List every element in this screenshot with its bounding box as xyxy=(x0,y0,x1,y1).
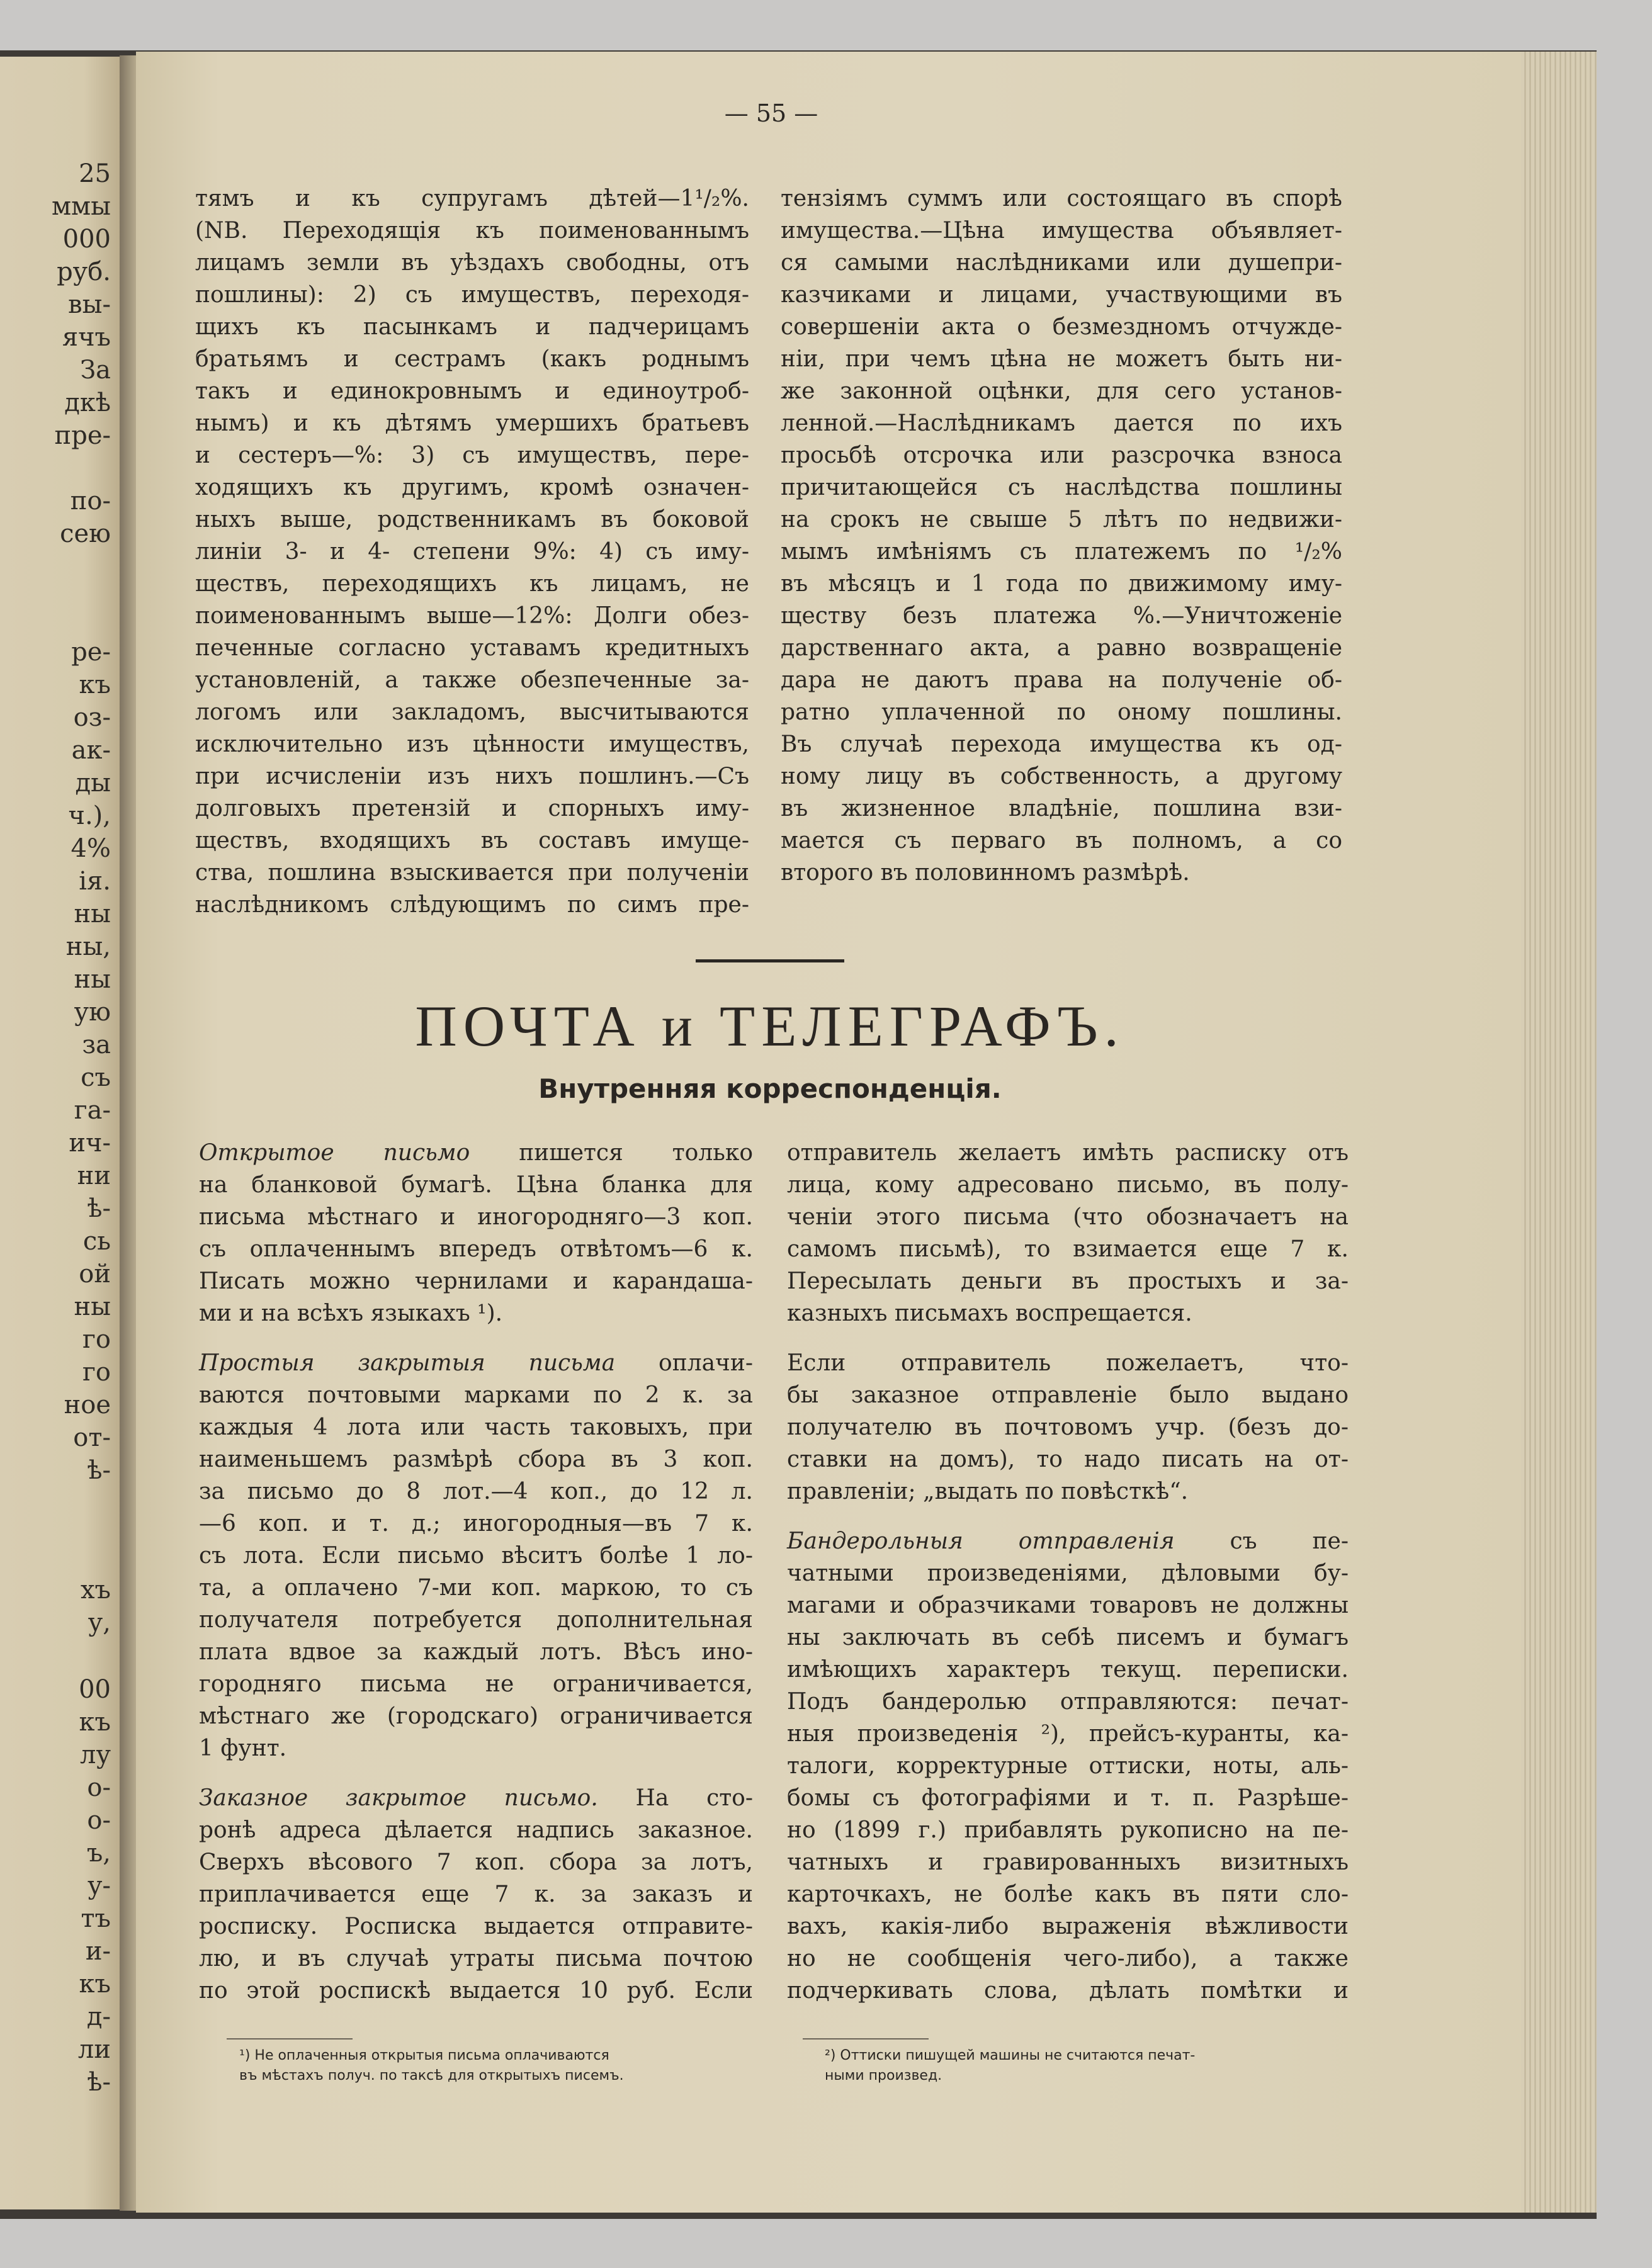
footnote-line: ²) Оттиски пишущей машины не считаются печат- xyxy=(825,2048,1196,2063)
text-line: бомы съ фотографіями и т. п. Разрѣше- xyxy=(787,1785,1349,1811)
text-line: Если отправитель пожелаетъ, что- xyxy=(787,1350,1349,1376)
left-page-text-fragment: за xyxy=(82,1030,111,1059)
left-page-text-fragment: д- xyxy=(86,2002,111,2031)
text-line: печенные согласно уставамъ кредитныхъ xyxy=(195,635,749,661)
left-page-text-fragment: тъ xyxy=(81,1904,111,1933)
bottom-left-column xyxy=(199,1137,753,2007)
left-page-text-fragment: ре- xyxy=(71,638,111,667)
left-page-text-fragment: къ xyxy=(79,1970,111,1999)
text-line: линіи 3- и 4- степени 9%: 4) съ иму- xyxy=(195,539,749,565)
left-page-text-fragment: о- xyxy=(87,1773,111,1802)
text-line: но (1899 г.) прибавлять рукописно на пе- xyxy=(787,1817,1349,1843)
text-line: Пересылать деньги въ простыхъ и за- xyxy=(787,1268,1349,1294)
left-page-edge xyxy=(0,57,120,2209)
left-page-text-fragment: и- xyxy=(85,1937,111,1966)
section-title: ПОЧТА и ТЕЛЕГРАФЪ. xyxy=(415,994,1125,1058)
text-line: долговыхъ претензій и спорныхъ иму- xyxy=(195,796,749,821)
text-line: причитающейся съ наслѣдства пошлины xyxy=(781,475,1342,500)
text-line: приплачивается еще 7 к. за заказъ и xyxy=(199,1882,753,1907)
left-page-text-fragment: ѣ- xyxy=(87,1456,111,1485)
text-line: ся самыми наслѣдниками или душепри- xyxy=(781,250,1342,276)
footnote-line: ¹) Не оплаченныя открытыя письма оплачиваются xyxy=(239,2048,609,2063)
left-page-text-fragment: 25 xyxy=(79,159,111,188)
top-left-column xyxy=(195,183,749,921)
text-line: щихъ къ пасынкамъ и падчерицамъ xyxy=(195,314,749,340)
left-page-text-fragment: ъ, xyxy=(86,1839,111,1868)
text-line: съ оплаченнымъ впередъ отвѣтомъ—6 к. xyxy=(199,1236,753,1262)
text-line: мымъ имѣніямъ съ платежемъ по ¹/₂% xyxy=(781,539,1342,565)
footnote-line: ными произвед. xyxy=(825,2068,942,2084)
text-line: ми и на всѣхъ языкахъ ¹). xyxy=(199,1300,503,1326)
term-open-letter: Открытое письмо xyxy=(199,1140,470,1166)
left-page-text-fragment: 00 xyxy=(79,1675,111,1704)
text-line: съ лота. Если письмо вѣситъ болѣе 1 ло- xyxy=(199,1543,753,1569)
left-page-text-fragment: оз- xyxy=(73,703,111,732)
bottom-right-column xyxy=(787,1137,1349,2007)
text-line: имѣющихъ характеръ текущ. переписки. xyxy=(787,1657,1349,1683)
left-page-text-fragment: ую xyxy=(74,998,111,1027)
left-page-text-fragment: ич- xyxy=(69,1129,111,1158)
left-page-text-fragment: ія. xyxy=(79,867,111,896)
text-line: самомъ письмѣ), то взимается еще 7 к. xyxy=(787,1236,1349,1262)
text-line: ратно уплаченной по оному пошлины. xyxy=(781,699,1342,725)
left-page-text-fragment: о- xyxy=(87,1806,111,1835)
left-page-text-fragment: у- xyxy=(87,1871,111,1900)
left-page-text-fragment: ч.), xyxy=(68,801,111,830)
text-line: ществъ, входящихъ въ составъ имуще- xyxy=(195,828,749,854)
section-divider xyxy=(696,959,844,962)
left-page-text-fragment: руб. xyxy=(57,257,111,286)
page-number: — 55 — xyxy=(724,99,818,127)
left-page-text-fragment: от- xyxy=(73,1423,111,1452)
text-line: установленій, а также обезпеченные за- xyxy=(195,667,749,693)
text-line: наименьшемъ размѣрѣ сбора въ 3 коп. xyxy=(199,1447,753,1472)
left-page-text-fragment: ни xyxy=(77,1161,111,1190)
text-line: ныя произведенія ²), прейсъ-куранты, ка- xyxy=(787,1721,1349,1747)
left-page-text-fragment: ное xyxy=(64,1391,111,1419)
left-page-text-fragment: ѣ- xyxy=(87,2068,111,2097)
text-line: братьямъ и сестрамъ (какъ роднымъ xyxy=(195,346,749,372)
text-line: ронѣ адреса дѣлается надпись заказное. xyxy=(199,1817,753,1843)
text-line: карточкахъ, не болѣе какъ въ пяти сло- xyxy=(787,1882,1349,1907)
text-line: —6 коп. и т. д.; иногородныя—въ 7 к. xyxy=(199,1511,753,1537)
text-line: Сверхъ вѣсового 7 коп. сбора за лотъ, xyxy=(199,1849,753,1875)
text-line: и сестеръ—%: 3) съ имуществъ, пере- xyxy=(195,443,749,468)
text-line: имущества.—Цѣна имущества объявляет- xyxy=(781,218,1342,244)
text-line: наслѣдникомъ слѣдующимъ по симъ пре- xyxy=(195,892,749,918)
text-line: Подъ бандеролью отправляются: печат- xyxy=(787,1689,1349,1715)
text-line: лица, кому адресовано письмо, въ полу- xyxy=(787,1172,1349,1198)
book-gutter xyxy=(120,55,136,2211)
text-line: получателю въ почтовомъ учр. (безъ до- xyxy=(787,1414,1349,1440)
text-line: получателя потребуется дополнительная xyxy=(199,1607,753,1633)
left-page-text-fragment: 4% xyxy=(71,834,111,863)
text-line: но не сообщенія чего-либо), а также xyxy=(787,1946,1349,1972)
text-line: тямъ и къ супругамъ дѣтей—1¹/₂%. xyxy=(195,186,749,212)
text-line: Писать можно чернилами и карандаша- xyxy=(199,1268,753,1294)
section-subtitle: Внутренняя корреспонденція. xyxy=(538,1073,1002,1104)
text-line: на бланковой бумагѣ. Цѣна бланка для xyxy=(199,1172,753,1198)
left-page-text-fragment: къ xyxy=(79,670,111,699)
text-line: вахъ, какія-либо выраженія вѣжливости xyxy=(787,1914,1349,1939)
paragraph-open-letter-first xyxy=(199,1137,753,1169)
paragraph-text: На сто- xyxy=(597,1785,753,1811)
footnote-line: въ мѣстахъ получ. по таксѣ для открытыхъ писемъ. xyxy=(239,2068,624,2084)
left-page-text-fragment: сь xyxy=(82,1227,111,1256)
text-line: ществъ, переходящихъ къ лицамъ, не xyxy=(195,571,749,597)
left-page-text-fragment: ммы xyxy=(51,192,111,221)
text-line: такъ и единокровнымъ и единоутроб- xyxy=(195,378,749,404)
text-line: ному лицу въ собственность, а другому xyxy=(781,764,1342,789)
left-page-text-fragment: За xyxy=(80,356,111,385)
text-line: ществу безъ платежа %.—Уничтоженіе xyxy=(781,603,1342,629)
page-edges xyxy=(1521,52,1597,2213)
left-page-text-fragment: ой xyxy=(79,1260,111,1289)
left-page-text-fragment: вы- xyxy=(68,290,111,319)
text-line: подчеркивать слова, дѣлать помѣтки и xyxy=(787,1978,1349,2004)
paragraph-simple-letters-first xyxy=(199,1347,753,1379)
text-line: логомъ или закладомъ, высчитываются xyxy=(195,699,749,725)
text-line: исключительно изъ цѣнности имуществъ, xyxy=(195,731,749,757)
text-line: городняго письма не ограничивается, xyxy=(199,1671,753,1697)
text-line: письма мѣстнаго и иногородняго—3 коп. xyxy=(199,1204,753,1230)
term-registered-letter: Заказное закрытое письмо. xyxy=(199,1785,598,1811)
paragraph-text: пишется только xyxy=(470,1140,753,1166)
left-page-text-fragment: ны, xyxy=(65,932,111,961)
text-line: дара не даютъ права на полученіе об- xyxy=(781,667,1342,693)
top-right-column xyxy=(781,183,1342,889)
term-simple-letters: Простыя закрытыя письма xyxy=(199,1350,616,1376)
left-page-text-fragment: съ xyxy=(81,1063,111,1092)
text-line: Въ случаѣ перехода имущества къ од- xyxy=(781,731,1342,757)
term-bandrol: Бандерольныя отправленія xyxy=(787,1528,1175,1554)
text-line: ченіи этого письма (что обозначаетъ на xyxy=(787,1204,1349,1230)
text-line: росписку. Росписка выдается отправите- xyxy=(199,1914,753,1939)
left-page-text-fragment: у, xyxy=(88,1608,111,1637)
text-line: чатныхъ и гравированныхъ визитныхъ xyxy=(787,1849,1349,1875)
text-line: лю, и въ случаѣ утраты письма почтою xyxy=(199,1946,753,1972)
left-page-text-fragment: ли xyxy=(77,2035,111,2064)
left-page-text-fragment: пре- xyxy=(54,421,111,450)
left-page-text-fragment: ны xyxy=(74,965,111,994)
text-line: ны заключать въ себѣ писемъ и бумагъ xyxy=(787,1625,1349,1650)
left-page-text-fragment: го xyxy=(82,1325,111,1354)
text-line: талоги, корректурные оттиски, ноты, аль- xyxy=(787,1753,1349,1779)
left-page-text-fragment: го xyxy=(82,1358,111,1387)
text-line: въ жизненное владѣніе, пошлина взи- xyxy=(781,796,1342,821)
footnote-rule-left xyxy=(227,2038,353,2040)
left-page-text-fragment: ны xyxy=(74,1292,111,1321)
text-line: ныхъ выше, родственникамъ въ боковой xyxy=(195,507,749,533)
text-line: отправитель желаетъ имѣть расписку отъ xyxy=(787,1140,1349,1166)
text-line: при исчисленіи изъ нихъ пошлинъ.—Съ xyxy=(195,764,749,789)
text-line: казныхъ письмахъ воспрещается. xyxy=(787,1300,1192,1326)
paragraph-text: съ пе- xyxy=(1174,1528,1349,1554)
left-page-text-fragment: хъ xyxy=(80,1576,111,1605)
text-line: совершеніи акта о безмездномъ отчужде- xyxy=(781,314,1342,340)
text-line: тензіямъ суммъ или состоящаго въ спорѣ xyxy=(781,186,1342,212)
text-line: каждыя 4 лота или часть таковыхъ, при xyxy=(199,1414,753,1440)
text-line: второго въ половинномъ размѣрѣ. xyxy=(781,860,1190,886)
text-line: въ мѣсяцъ и 1 года по движимому иму- xyxy=(781,571,1342,597)
text-line: плата вдвое за каждый лотъ. Вѣсъ ино- xyxy=(199,1639,753,1665)
text-line: (NB. Переходящія къ поименованнымъ xyxy=(195,218,749,244)
left-page-text-fragment: по- xyxy=(70,487,111,516)
paragraph-text: оплачи- xyxy=(615,1350,754,1376)
text-line: магами и образчиками товаровъ не должны xyxy=(787,1593,1349,1618)
text-line: за письмо до 8 лот.—4 коп., до 12 л. xyxy=(199,1479,753,1504)
text-line: бы заказное отправленіе было выдано xyxy=(787,1382,1349,1408)
left-page-text-fragment: ѣ- xyxy=(87,1194,111,1223)
text-line: ніи, при чемъ цѣна не можетъ быть ни- xyxy=(781,346,1342,372)
left-page-text-fragment: дкѣ xyxy=(64,388,111,417)
text-line: ставки на домъ), то надо писать на от- xyxy=(787,1447,1349,1472)
text-line: та, а оплачено 7-ми коп. маркою, то съ xyxy=(199,1575,753,1601)
text-line: ленной.—Наслѣдникамъ дается по ихъ xyxy=(781,410,1342,436)
text-line: просьбѣ отсрочка или разсрочка взноса xyxy=(781,443,1342,468)
text-line: на срокъ не свыше 5 лѣтъ по недвижи- xyxy=(781,507,1342,533)
footnote-right xyxy=(825,2046,1341,2086)
text-line: мается съ перваго въ полномъ, а со xyxy=(781,828,1342,854)
text-line: нымъ) и къ дѣтямъ умершихъ братьевъ xyxy=(195,410,749,436)
text-line: пошлины): 2) съ имуществъ, переходя- xyxy=(195,282,749,308)
text-line: поименованнымъ выше—12%: Долги обез- xyxy=(195,603,749,629)
text-line: казчиками и лицами, участвующими въ xyxy=(781,282,1342,308)
left-page-text-fragment: лу xyxy=(80,1740,111,1769)
left-page-text-fragment: ды xyxy=(75,769,111,798)
text-line: правленіи; „выдать по повѣсткѣ“. xyxy=(787,1479,1189,1504)
text-line: дарственнаго акта, а равно возвращеніе xyxy=(781,635,1342,661)
left-page-text-fragment: ак- xyxy=(71,736,111,765)
text-line: же законной оцѣнки, для сего установ- xyxy=(781,378,1342,404)
left-page-text-fragment: сею xyxy=(60,519,111,548)
text-line: чатными произведеніями, дѣловыми бу- xyxy=(787,1560,1349,1586)
left-page-text-fragment: ячъ xyxy=(62,323,111,352)
paragraph-bandrol-first xyxy=(787,1525,1349,1557)
text-line: по этой роспискѣ выдается 10 руб. Если xyxy=(199,1978,753,2004)
footnote-left xyxy=(239,2046,768,2086)
left-page-text-fragment: 000 xyxy=(62,225,111,254)
text-line: ваются почтовыми марками по 2 к. за xyxy=(199,1382,753,1408)
footnote-rule-right xyxy=(803,2038,929,2040)
paragraph-registered-letter-first xyxy=(199,1782,753,1814)
text-line: 1 фунт. xyxy=(199,1735,287,1761)
text-line: ства, пошлина взыскивается при полученіи xyxy=(195,860,749,886)
text-line: лицамъ земли въ уѣздахъ свободны, отъ xyxy=(195,250,749,276)
text-line: ходящихъ къ другимъ, кромѣ означен- xyxy=(195,475,749,500)
text-line: мѣстнаго же (городскаго) ограничивается xyxy=(199,1703,753,1729)
left-page-text-fragment: га- xyxy=(74,1096,111,1125)
left-page-text-fragment: ны xyxy=(74,900,111,928)
left-page-text-fragment: къ xyxy=(79,1708,111,1737)
